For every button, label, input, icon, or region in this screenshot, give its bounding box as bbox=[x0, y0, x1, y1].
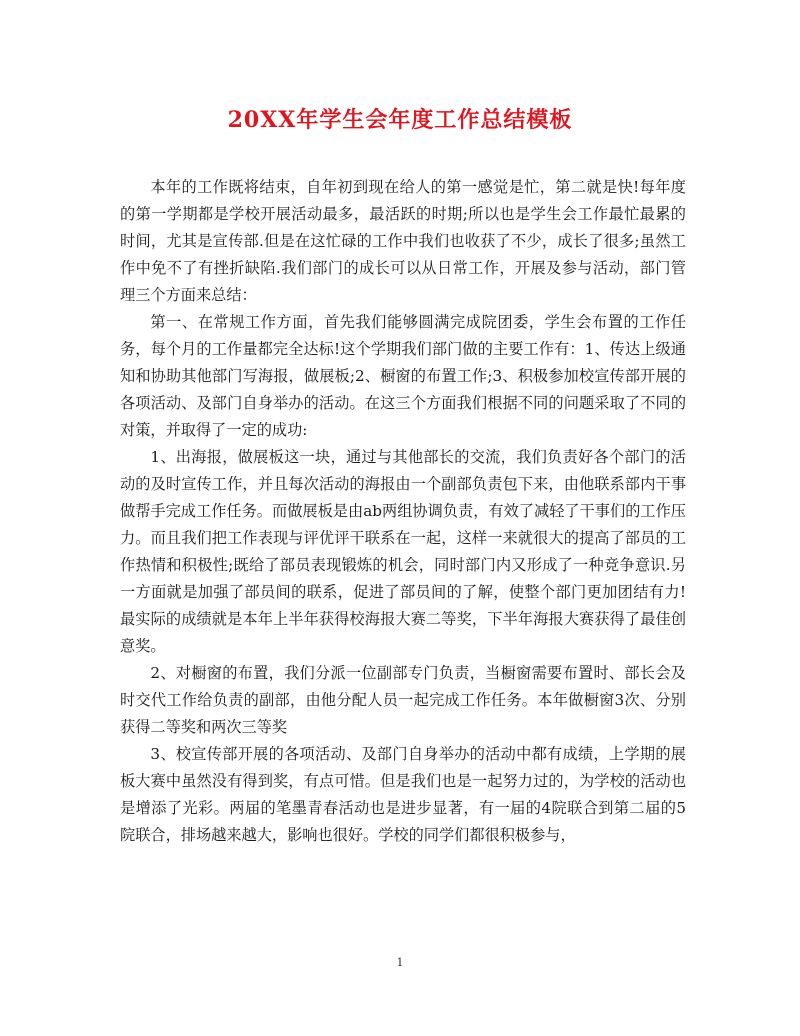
paragraph-activities: 3、校宣传部开展的各项活动、及部门自身举办的活动中都有成绩，上学期的展板大赛中虽然没有得到奖，有点可惜。但是我们也是一起努力过的，为学校的活动也是增添了光彩。两届的笔墨青春活动也是进步显著，有一届的4院联合到第二届的5院联合，排场越来越大，影响也很好。学校的同学们都很积极参与， bbox=[120, 745, 686, 844]
paragraph-intro: 本年的工作既将结束，自年初到现在给人的第一感觉是忙，第二就是快!每年度的第一学期都是学校开展活动最多，最活跃的时期;所以也是学生会工作最忙最累的时间，尤其是宣传部.但是在这忙碌的工作中我们也收获了不少，成长了很多;虽然工作中免不了有挫折缺陷.我们部门的成长可以从日常工作，开展及参与活动，部门管理三个方面来总结： bbox=[120, 178, 686, 304]
document-title: 20XX年学生会年度工作总结模板 bbox=[227, 107, 573, 133]
page-number: 1 bbox=[396, 956, 404, 969]
paragraph-posters: 1、出海报，做展板这一块，通过与其他部长的交流，我们负责好各个部门的活动的及时宣传工作，并且每次活动的海报由一个副部负责包下来，由他联系部内干事做帮手完成工作任务。而做展板是由ab两组协调负责，有效了减轻了干事们的工作压力。而且我们把工作表现与评优评干联系在一起，这样一来就很大的提高了部员的工作热情和积极性;既给了部员表现锻炼的机会，同时部门内又形成了一种竞争意识.另一方面就是加强了部员间的联系，促进了部员间的了解，使整个部门更加团结有力!最实际的成绩就是本年上半年获得校海报大赛二等奖，下半年海报大赛获得了最佳创意奖。 bbox=[120, 448, 686, 655]
paragraph-showcase: 2、对橱窗的布置，我们分派一位副部专门负责，当橱窗需要布置时、部长会及时交代工作给负责的副部，由他分配人员一起完成工作任务。本年做橱窗3次、分别获得二等奖和两次三等奖 bbox=[120, 664, 686, 736]
document-body bbox=[120, 174, 686, 849]
paragraph-routine-work: 第一、在常规工作方面，首先我们能够圆满完成院团委，学生会布置的工作任务，每个月的工作量都完全达标!这个学期我们部门做的主要工作有：1、传达上级通知和协助其他部门写海报，做展板;2、橱窗的布置工作;3、积极参加校宣传部开展的各项活动、及部门自身举办的活动。在这三个方面我们根据不同的问题采取了不同的对策，并取得了一定的成功: bbox=[120, 313, 686, 439]
